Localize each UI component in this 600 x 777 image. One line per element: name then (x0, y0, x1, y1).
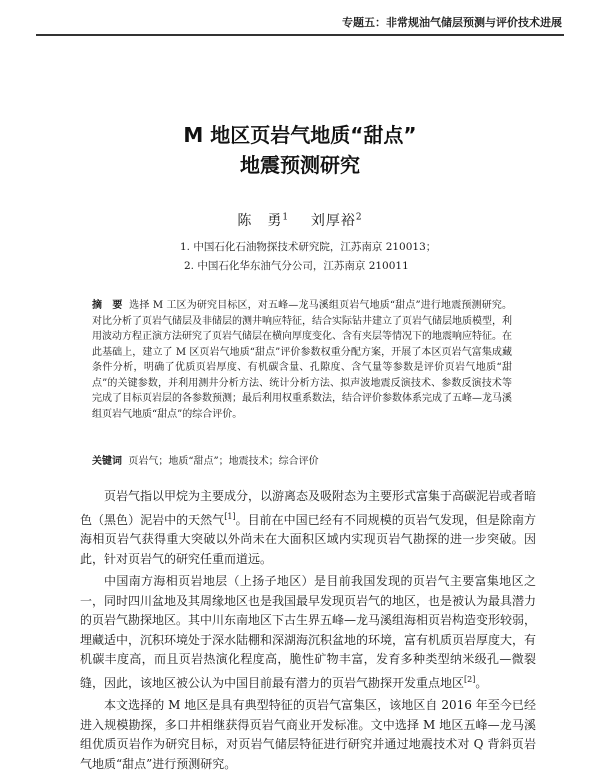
affiliations (180, 238, 436, 276)
keywords (92, 454, 512, 469)
author-1-affil-mark: 1 (282, 212, 290, 223)
paper-title (0, 120, 600, 180)
body-paragraph-3: 本文选择的 M 地区是具有典型特征的页岩气富集区，该地区自 2016 年至今已经进入规模勘探，多口井相继获得页岩气商业开发标准。文中选择 M 地区五峰—龙马溪组优质页岩作为研究目标，对页岩气储层特征进行研究并通过地震技术对 Q 背斜页岩气地质“甜点”进行预测研究。 (80, 698, 536, 771)
body-paragraph-1-tail: 。目前在中国已经有不同规模的页岩气发现，但是除南方海相页岩气获得重大突破以外尚未在大面积区域内实现页岩气勘探的进一步突破。因此，针对页岩气的研究任重而道远。 (80, 512, 536, 566)
body-paragraph-2 (80, 572, 536, 693)
keywords-text: 页岩气；地质“甜点”；地震技术；综合评价 (128, 456, 319, 467)
author-1-name: 陈 勇 (237, 213, 283, 229)
body-text (80, 487, 536, 777)
header-rule (36, 34, 564, 36)
affiliation-1: 1. 中国石化石油物探技术研究院，江苏南京 210013； (180, 241, 437, 253)
citation-ref-2: [2] (464, 674, 476, 684)
keywords-label: 关键词 (92, 456, 122, 467)
author-list (0, 210, 600, 230)
body-paragraph-1-text: 页岩气指以甲烷为主要成分，以游离态及吸附态为主要形式富集于高碳泥岩或者暗色（黑色）泥岩中的天然气 (80, 489, 537, 527)
author-2-affil-mark: 2 (355, 212, 363, 223)
body-paragraph-2-text: 中国南方海相页岩地层（上扬子地区）是目前我国发现的页岩气主要富集地区之一，同时四川盆地及其周缘地区也是我国最早发现页岩气的地区，也是被认为最具潜力的页岩气勘探地区。其中川东南地区下古生界五峰—龙马溪组海相页岩构造变形较弱，埋藏适中，沉积环境处于深水陆棚和深湖海沉积盆地的环境，富有机质页岩厚度大，有机碳丰度高，而且页岩热演化程度高，脆性矿物丰富，发育多种类型纳米级孔—微裂缝，因此，该地区被公认为中国目前最有潜力的页岩气勘探开发重点地区 (80, 574, 537, 690)
affiliation-2: 2. 中国石化华东油气分公司，江苏南京 210011 (184, 260, 409, 272)
citation-ref-1: [1] (224, 511, 236, 521)
title-line-2: 地震预测研究 (240, 153, 360, 177)
author-2-name: 刘厚裕 (310, 213, 356, 229)
abstract-label: 摘 要 (92, 300, 123, 311)
running-header: 专题五：非常规油气储层预测与评价技术进展 (342, 16, 562, 29)
body-paragraph-1 (80, 487, 536, 569)
title-line-1: M 地区页岩气地质“甜点” (183, 123, 417, 147)
abstract-text: 选择 M 工区为研究目标区，对五峰—龙马溪组页岩气地质“甜点”进行地震预测研究。对比分析了页岩气储层及非储层的测井响应特征，结合实际钻井建立了页岩气储层地质模型，利用波动方程正演方法研究了页岩气储层在横向厚度变化、含有夹层等情况下的地震响应特征。在此基础上，建立了 M 区页岩气地质“甜点”评价参数权重分配方案，开展了本区页岩气富集成藏条件分析，明确了优质页岩厚度、有机碳含量、孔隙度、含气量等参数是评价页岩气地质“甜点”的关键参数，并利用测井分析方法、统计分析方法、拟声波地震反演技术、参数反演技术等完成了目标页岩层的各参数预测；最后利用权重系数法，结合评价参数体系完成了五峰—龙马溪组页岩气地质“甜点”的综合评价。 (92, 300, 513, 420)
abstract (92, 298, 512, 422)
body-paragraph-2-tail: 。 (475, 675, 488, 690)
